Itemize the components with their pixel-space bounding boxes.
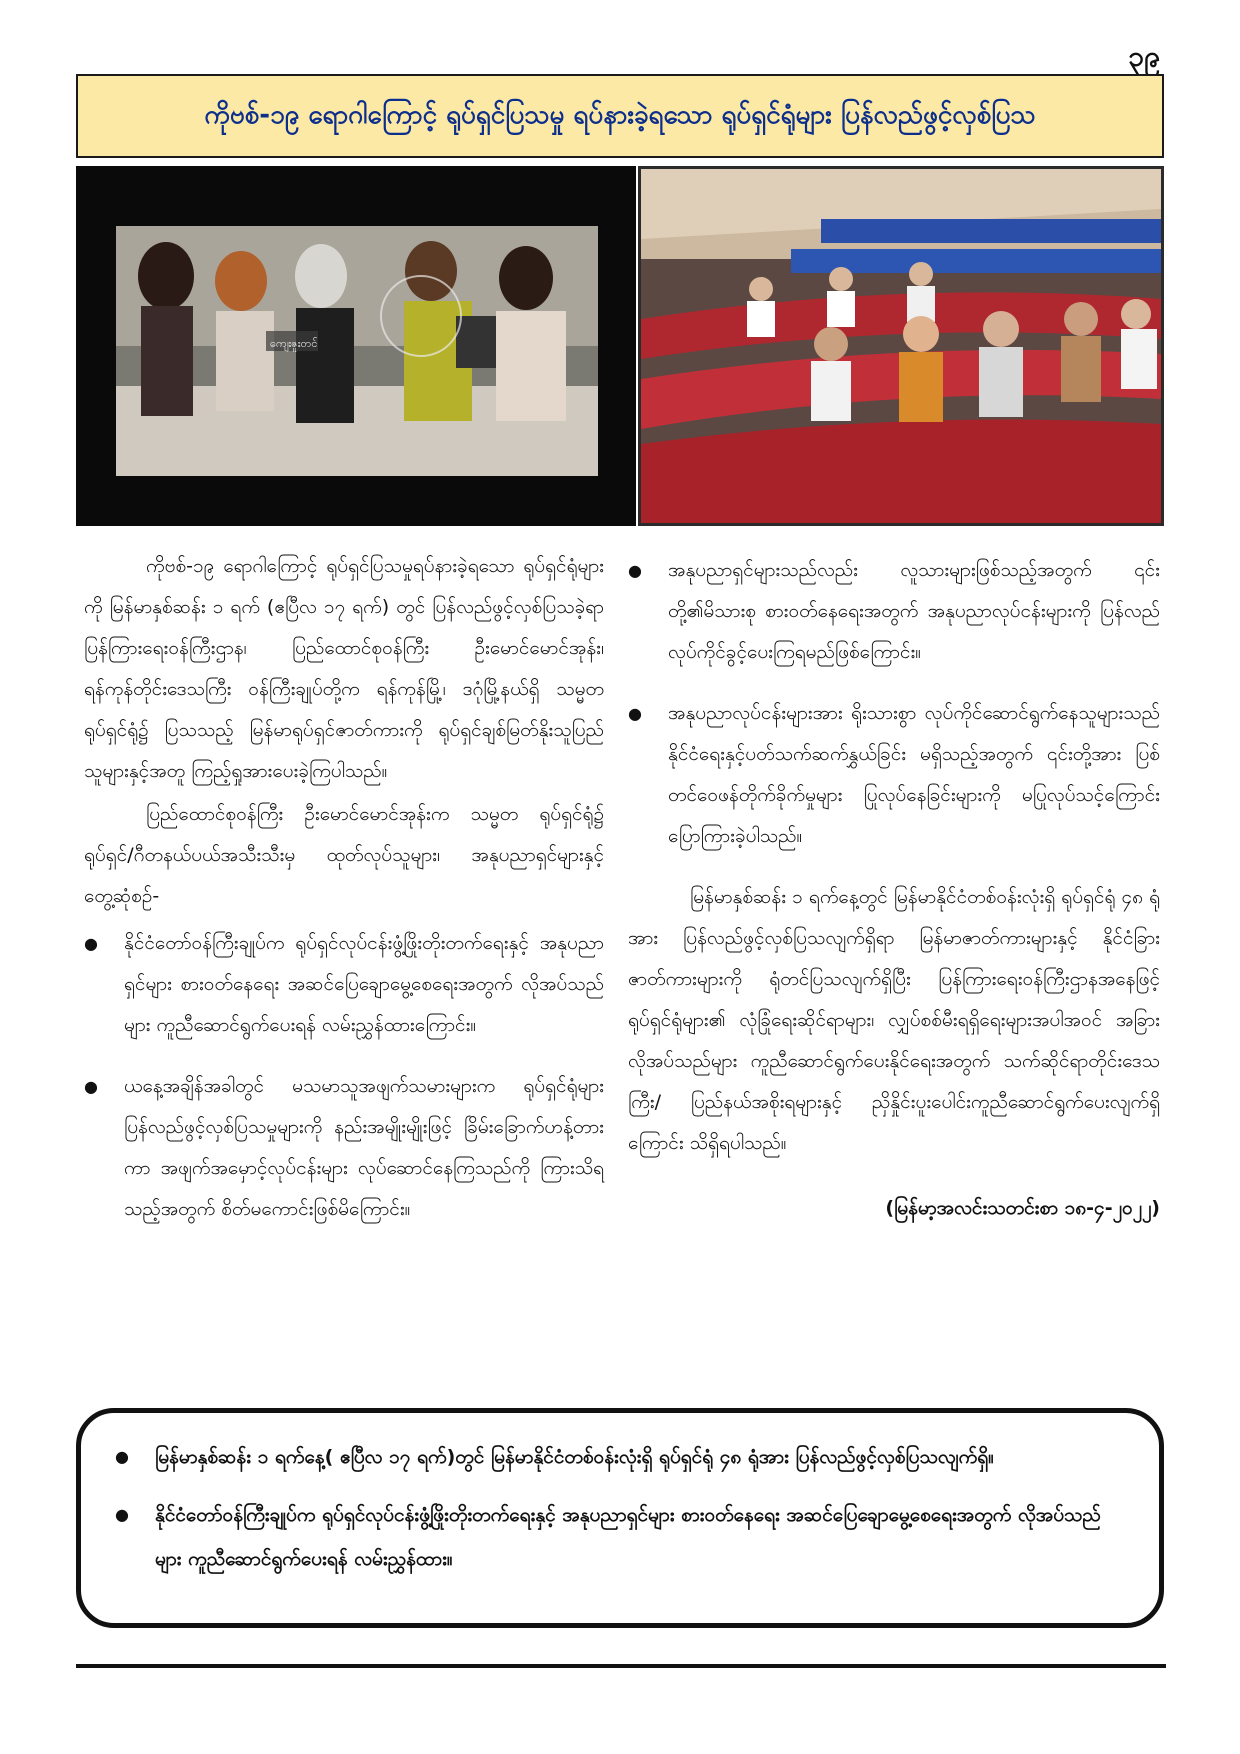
article-paragraph-1: ကိုဗစ်-၁၉ ရောဂါကြောင့် ရုပ်ရှင်ပြသမှုရပ်နားခဲ့ရသော ရုပ်ရှင်ရုံများကို မြန်မာနှစ်ဆန်း ၁ ရက် (ဧပြီလ ၁၇ ရက်) တွင် ပြန်လည်ဖွင့်လှစ်ပြသခဲ့ရာ ပြန်ကြားရေးဝန်ကြီးဌာန၊ ပြည်ထောင်စုဝန်ကြီး ဦးမောင်မောင်အုန်း၊ ရန်ကုန်တိုင်းဒေသကြီး ဝန်ကြီးချုပ်တို့က ရန်ကုန်မြို့၊ ဒဂုံမြို့နယ်ရှိ သမ္မတရုပ်ရှင်ရုံ၌ ပြသသည့် မြန်မာရုပ်ရှင်ဇာတ်ကားကို ရုပ်ရှင်ချစ်မြတ်နိုးသူပြည်သူများနှင့်အတူ ကြည့်ရှုအားပေးခဲ့ကြပါသည်။ — [84, 555, 604, 782]
summary-item: ● မြန်မာနှစ်ဆန်း ၁ ရက်နေ့( ဧပြီလ ၁၇ ရက်)တွင် မြန်မာနိုင်ငံတစ်ဝန်းလုံးရှိ ရုပ်ရှင်ရုံ ၄၈ ရုံအား ပြန်လည်ဖွင့်လှစ်ပြသလျက်ရှိ။ — [115, 1435, 1125, 1479]
list-item: ● အနုပညာရှင်များသည်လည်း လူသားများဖြစ်သည့်အတွက် ၎င်းတို့၏မိသားစု စားဝတ်နေရေးအတွက် အနုပညာလုပ်ငန်းများကို ပြန်လည်လုပ်ကိုင်ခွင့်ပေးကြရမည်ဖြစ်ကြောင်း။ — [628, 550, 1160, 673]
bullet-list-left — [84, 923, 604, 1230]
article-paragraph-3: မြန်မာနှစ်ဆန်း ၁ ရက်နေ့တွင် မြန်မာနိုင်ငံတစ်ဝန်းလုံးရှိ ရုပ်ရှင်ရုံ ၄၈ ရုံအား ပြန်လည်ဖွင့်လှစ်ပြသလျက်ရှိရာ မြန်မာဇာတ်ကားများနှင့် နိုင်ငံခြားဇာတ်ကားများကို ရုံတင်ပြသလျက်ရှိပြီး ပြန်ကြားရေးဝန်ကြီးဌာနအနေဖြင့် ရုပ်ရှင်ရုံများ၏ လုံခြုံရေးဆိုင်ရာများ၊ လျှပ်စစ်မီးရရှိရေးများအပါအဝင် အခြားလိုအပ်သည်များ ကူညီဆောင်ရွက်ပေးနိုင်ရေးအတွက် သက်ဆိုင်ရာတိုင်းဒေသကြီး/ ပြည်နယ်အစိုးရများနှင့် ညှိနှိုင်းပူးပေါင်းကူညီဆောင်ရွက်ပေးလျက်ရှိကြောင်း သိရှိရပါသည်။ — [628, 886, 1160, 1154]
audience-photo — [638, 166, 1164, 526]
article-column-right — [628, 550, 1160, 1229]
screen-caption: ကျေးဇူးတင် — [270, 337, 318, 350]
headline-banner — [76, 74, 1164, 158]
cinema-screen-photo — [76, 166, 636, 526]
summary-box — [76, 1408, 1164, 1628]
source-citation: (မြန်မာ့အလင်းသတင်းစာ ၁၈-၄-၂၀၂၂) — [885, 1197, 1160, 1219]
bottom-divider — [76, 1664, 1166, 1668]
summary-list — [115, 1435, 1125, 1581]
bullet-list-right — [628, 550, 1160, 857]
article-column-left — [84, 546, 604, 1250]
headline-text: ကိုဗစ်-၁၉ ရောဂါကြောင့် ရုပ်ရှင်ပြသမှု ရပ်နားခဲ့ရသော ရုပ်ရှင်ရုံများ ပြန်လည်ဖွင့်လှစ်ပြသ — [204, 99, 1036, 130]
list-item: ● အနုပညာလုပ်ငန်းများအား ရိုးသားစွာ လုပ်ကိုင်ဆောင်ရွက်နေသူများသည် နိုင်ငံရေးနှင့်ပတ်သက်ဆက်နွှယ်ခြင်း မရှိသည့်အတွက် ၎င်းတို့အား ပြစ်တင်ဝေဖန်တိုက်ခိုက်မှုများ ပြုလုပ်နေခြင်းများကို မပြုလုပ်သင့်ကြောင်း ပြောကြားခဲ့ပါသည်။ — [628, 693, 1160, 857]
article-paragraph-2: ပြည်ထောင်စုဝန်ကြီး ဦးမောင်မောင်အုန်းက သမ္မတ ရုပ်ရှင်ရုံ၌ ရုပ်ရှင်/ဂီတနယ်ပယ်အသီးသီးမှ ထုတ်လုပ်သူများ၊ အနုပညာရှင်များနှင့် တွေ့ဆုံစဉ်- — [84, 803, 604, 907]
audience-illustration — [641, 169, 1161, 523]
page-number: ၃၉ — [1128, 40, 1160, 73]
list-item: ● နိုင်ငံတော်ဝန်ကြီးချုပ်က ရုပ်ရှင်လုပ်ငန်းဖွံ့ဖြိုးတိုးတက်ရေးနှင့် အနုပညာရှင်များ စားဝတ်နေရေး အဆင်ပြေချောမွေ့စေရေးအတွက် လိုအပ်သည်များ ကူညီဆောင်ရွက်ပေးရန် လမ်းညွှန်ထားကြောင်း။ — [84, 923, 604, 1046]
cinema-screen-illustration — [76, 166, 636, 526]
list-item: ● ယနေ့အချိန်အခါတွင် မသမာသူအဖျက်သမားများက ရုပ်ရှင်ရုံများ ပြန်လည်ဖွင့်လှစ်ပြသမှုများကို နည်းအမျိုးမျိုးဖြင့် ခြိမ်းခြောက်ဟန့်တားကာ အဖျက်အမှောင့်လုပ်ငန်းများ လုပ်ဆောင်နေကြသည်ကို ကြားသိရသည့်အတွက် စိတ်မကောင်းဖြစ်မိကြောင်း။ — [84, 1066, 604, 1230]
summary-item: ● နိုင်ငံတော်ဝန်ကြီးချုပ်က ရုပ်ရှင်လုပ်ငန်းဖွံ့ဖြိုးတိုးတက်ရေးနှင့် အနုပညာရှင်များ စားဝတ်နေရေး အဆင်ပြေချောမွေ့စေရေးအတွက် လိုအပ်သည်များ ကူညီဆောင်ရွက်ပေးရန် လမ်းညွှန်ထား။ — [115, 1493, 1125, 1581]
